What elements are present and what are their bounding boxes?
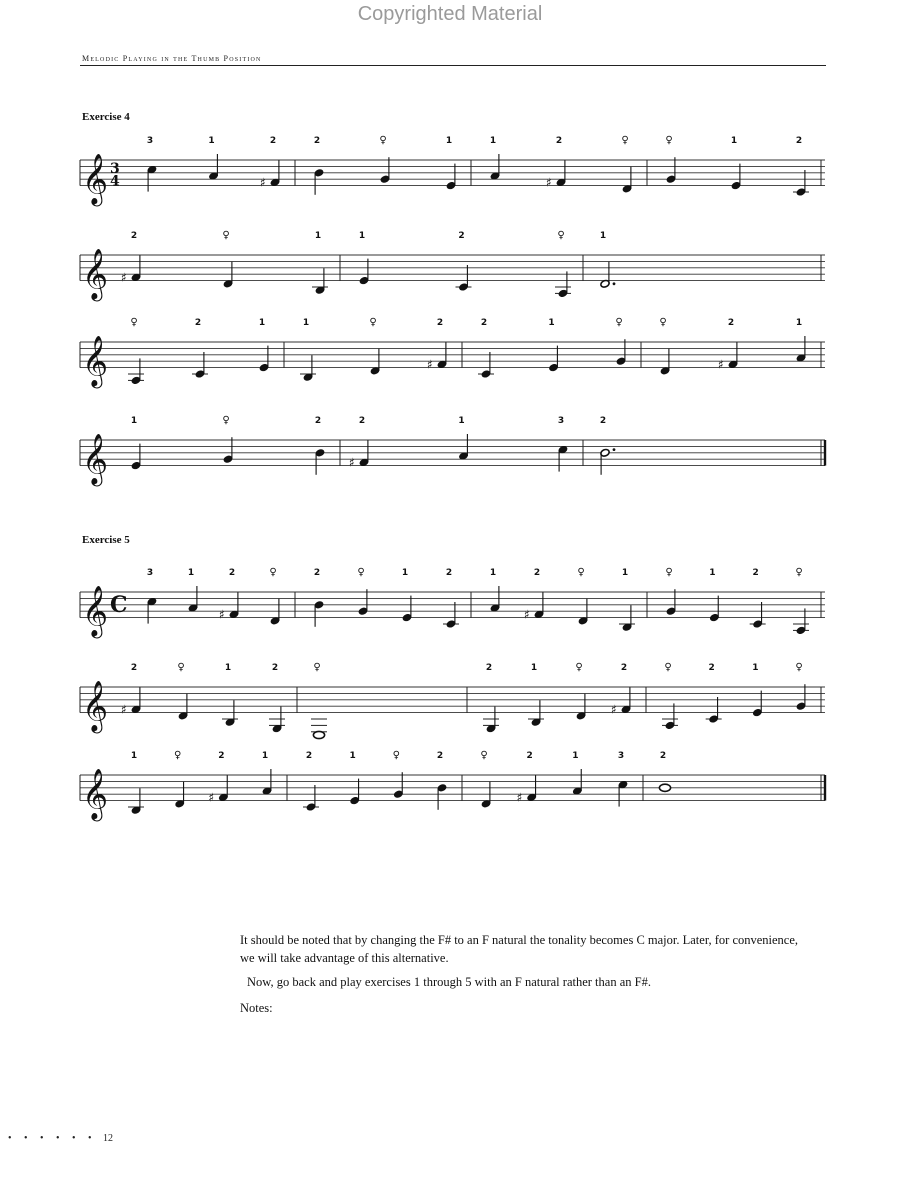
fingering-number: 2 xyxy=(533,568,541,578)
fingering-number: 3 xyxy=(146,568,154,578)
fingering-number: 2 xyxy=(526,751,533,761)
exercise-5-title: Exercise 5 xyxy=(82,534,130,546)
fingering-number: 2 xyxy=(218,751,225,761)
fingering-number: 1 xyxy=(187,568,195,578)
fingering-number: ♀ xyxy=(480,750,488,761)
note-head xyxy=(659,784,670,791)
copyright-watermark: Copyrighted Material xyxy=(357,3,543,25)
fingering-number: 2 xyxy=(436,318,444,328)
sharp-icon: ♯ xyxy=(121,702,127,717)
fingering-number: 2 xyxy=(659,751,667,761)
sharp-icon: ♯ xyxy=(219,607,225,622)
instruction-paragraph: Now, go back and play exercises 1 through 5 with an F natural rather than an F#. xyxy=(247,975,651,989)
fingering-number: 1 xyxy=(208,136,215,146)
fingering-number: 2 xyxy=(795,136,803,146)
fingering-number: ♀ xyxy=(357,567,365,578)
note-head xyxy=(313,731,324,738)
fingering-number: 3 xyxy=(617,751,625,761)
fingering-number: 2 xyxy=(313,568,321,578)
fingering-number: 3 xyxy=(146,136,154,146)
fingering-number: 1 xyxy=(752,663,759,673)
fingering-number: 2 xyxy=(485,663,493,673)
fingering-number: ♀ xyxy=(557,230,565,241)
fingering-number: 2 xyxy=(752,568,759,578)
fingering-number: 1 xyxy=(261,751,269,761)
fingering-number: ♀ xyxy=(795,567,803,578)
fingering-number: 1 xyxy=(489,568,497,578)
explanation-paragraph: It should be noted that by changing the F# to an F natural the tonality becomes C major. Later, for convenience, we will take advantage of this alternative. xyxy=(240,933,799,965)
fingering-number: 2 xyxy=(314,416,322,426)
sharp-icon: ♯ xyxy=(524,607,530,622)
fingering-number: ♀ xyxy=(369,317,377,328)
fingering-number: ♀ xyxy=(621,135,629,146)
treble-clef-icon: 𝄞 xyxy=(82,248,109,300)
fingering-number: 2 xyxy=(313,136,321,146)
fingering-number: ♀ xyxy=(659,317,667,328)
fingering-number: 2 xyxy=(269,136,277,146)
fingering-number: 3 xyxy=(557,416,565,426)
fingering-number: 2 xyxy=(620,663,628,673)
fingering-number: 1 xyxy=(458,416,465,426)
fingering-number: 1 xyxy=(621,568,629,578)
fingering-number: 1 xyxy=(401,568,409,578)
fingering-number: 1 xyxy=(709,568,716,578)
sharp-icon: ♯ xyxy=(718,357,724,372)
fingering-number: 2 xyxy=(727,318,735,328)
sharp-icon: ♯ xyxy=(121,270,127,285)
running-head: Melodic Playing in the Thumb Position xyxy=(82,54,262,63)
fingering-number: 2 xyxy=(458,231,465,241)
common-time-icon: C xyxy=(110,592,128,619)
fingering-number: 1 xyxy=(358,231,366,241)
fingering-number: 2 xyxy=(305,751,313,761)
fingering-number: 2 xyxy=(130,663,138,673)
sharp-icon: ♯ xyxy=(516,790,523,805)
fingering-number: 1 xyxy=(599,231,607,241)
exercise-4-title: Exercise 4 xyxy=(82,111,130,123)
fingering-number: 2 xyxy=(228,568,236,578)
page-footer xyxy=(8,1133,113,1144)
fingering-number: 1 xyxy=(548,318,555,328)
time-sig-top: 3 xyxy=(110,160,120,177)
treble-clef-icon: 𝄞 xyxy=(82,335,109,387)
fingering-number: ♀ xyxy=(577,567,585,578)
fingering-number: ♀ xyxy=(222,415,230,426)
fingering-number: ♀ xyxy=(379,135,387,146)
fingering-number: 2 xyxy=(708,663,715,673)
fingering-number: 2 xyxy=(599,416,607,426)
fingering-number: ♀ xyxy=(665,567,673,578)
treble-clef-icon: 𝄞 xyxy=(82,153,109,205)
fingering-number: ♀ xyxy=(130,317,138,328)
fingering-number: 1 xyxy=(258,318,266,328)
sharp-icon: ♯ xyxy=(611,702,617,717)
fingering-number: 1 xyxy=(130,751,138,761)
augmentation-dot xyxy=(613,448,616,451)
fingering-number: ♀ xyxy=(795,662,803,673)
fingering-number: ♀ xyxy=(177,662,185,673)
fingering-number: 1 xyxy=(349,751,356,761)
fingering-number: 1 xyxy=(302,318,310,328)
fingering-number: 2 xyxy=(436,751,444,761)
treble-clef-icon: 𝄞 xyxy=(82,433,109,485)
fingering-number: ♀ xyxy=(269,567,277,578)
fingering-number: ♀ xyxy=(615,317,623,328)
sharp-icon: ♯ xyxy=(427,357,433,372)
augmentation-dot xyxy=(613,282,616,285)
sharp-icon: ♯ xyxy=(260,175,266,190)
fingering-number: 2 xyxy=(358,416,366,426)
treble-clef-icon: 𝄞 xyxy=(82,680,109,732)
fingering-number: 1 xyxy=(224,663,232,673)
fingering-number: ♀ xyxy=(174,750,182,761)
fingering-number: 1 xyxy=(489,136,497,146)
fingering-number: ♀ xyxy=(392,750,400,761)
page-number: 12 xyxy=(103,1133,114,1144)
footer-dots: • • • • • • xyxy=(8,1133,97,1144)
treble-clef-icon: 𝄞 xyxy=(82,585,109,637)
fingering-number: ♀ xyxy=(222,230,230,241)
fingering-number: 2 xyxy=(194,318,202,328)
fingering-number: ♀ xyxy=(575,662,583,673)
fingering-number: 1 xyxy=(130,416,138,426)
fingering-number: 2 xyxy=(445,568,453,578)
treble-clef-icon: 𝄞 xyxy=(82,768,109,820)
sharp-icon: ♯ xyxy=(546,175,552,190)
sharp-icon: ♯ xyxy=(208,790,215,805)
fingering-number: 2 xyxy=(130,231,138,241)
fingering-number: ♀ xyxy=(664,662,672,673)
fingering-number: ♀ xyxy=(665,135,673,146)
fingering-number: 2 xyxy=(555,136,563,146)
fingering-number: 1 xyxy=(530,663,538,673)
sharp-icon: ♯ xyxy=(349,455,355,470)
fingering-number: 1 xyxy=(445,136,453,146)
fingering-number: 1 xyxy=(795,318,803,328)
fingering-number: 2 xyxy=(480,318,488,328)
time-sig-bottom: 4 xyxy=(110,173,120,190)
fingering-number: 2 xyxy=(271,663,279,673)
fingering-number: ♀ xyxy=(313,662,321,673)
fingering-number: 1 xyxy=(730,136,738,146)
fingering-number: 1 xyxy=(572,751,579,761)
fingering-number: 1 xyxy=(314,231,322,241)
notes-label: Notes: xyxy=(240,1001,273,1015)
